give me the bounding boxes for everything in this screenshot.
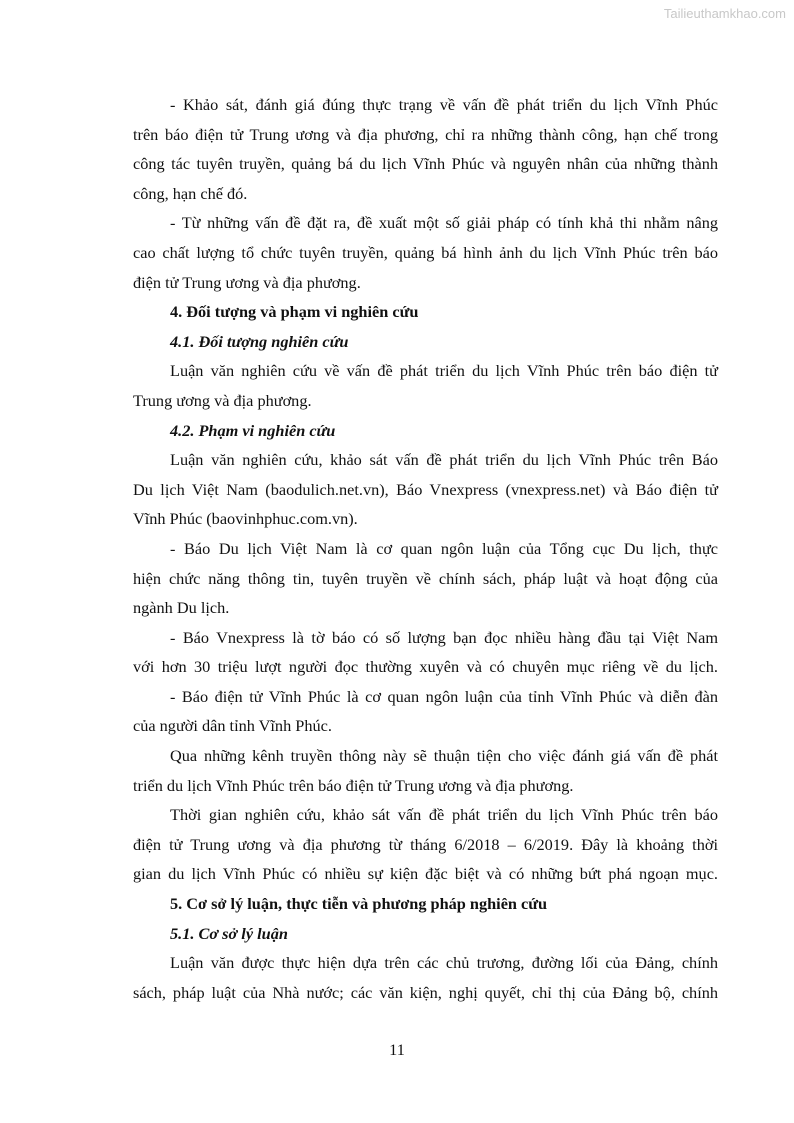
- subsection-heading-4-1: 4.1. Đối tượng nghiên cứu: [170, 331, 349, 351]
- text-line: công tác tuyên truyền, quảng bá du lịch Vĩnh Phúc và nguyên nhân của những thành: [133, 154, 718, 174]
- text-line: - Báo Vnexpress là tờ báo có số lượng bạn đọc nhiều hàng đầu tại Việt Nam: [170, 627, 718, 647]
- text-line: ngành Du lịch.: [133, 598, 230, 618]
- text-line: Luận văn nghiên cứu, khảo sát vấn đề phát triển du lịch Vĩnh Phúc trên Báo: [170, 450, 718, 470]
- text-line: điện tử Trung ương và địa phương.: [133, 272, 361, 292]
- text-line: Luận văn nghiên cứu về vấn đề phát triển du lịch Vĩnh Phúc trên báo điện tử: [170, 361, 718, 381]
- subsection-heading-5-1: 5.1. Cơ sở lý luận: [170, 923, 288, 943]
- text-line: hiện chức năng thông tin, tuyên truyền về chính sách, pháp luật và hoạt động của: [133, 568, 718, 588]
- text-line: cao chất lượng tổ chức tuyên truyền, quảng bá hình ảnh du lịch Vĩnh Phúc trên báo: [133, 242, 718, 262]
- text-line: Thời gian nghiên cứu, khảo sát vấn đề phát triển du lịch Vĩnh Phúc trên báo: [170, 805, 718, 825]
- text-line: công, hạn chế đó.: [133, 183, 248, 203]
- text-line: - Khảo sát, đánh giá đúng thực trạng về vấn đề phát triển du lịch Vĩnh Phúc: [170, 95, 718, 114]
- text-line: gian du lịch Vĩnh Phúc có nhiều sự kiện đặc biệt và có những bứt phá ngoạn mục.: [133, 864, 718, 884]
- text-line: điện tử Trung ương và địa phương từ tháng 6/2018 – 6/2019. Đây là khoảng thời: [133, 834, 718, 854]
- section-heading-5: 5. Cơ sở lý luận, thực tiễn và phương pháp nghiên cứu: [170, 894, 548, 914]
- text-line: - Báo điện tử Vĩnh Phúc là cơ quan ngôn luận của tỉnh Vĩnh Phúc và diễn đàn: [170, 686, 718, 706]
- text-line: - Từ những vấn đề đặt ra, đề xuất một số giải pháp có tính khả thi nhằm nâng: [170, 213, 718, 233]
- text-line: của người dân tỉnh Vĩnh Phúc.: [133, 716, 332, 736]
- document-body: [133, 90, 718, 1007]
- text-line: sách, pháp luật của Nhà nước; các văn kiện, nghị quyết, chỉ thị của Đảng bộ, chính: [133, 982, 718, 1002]
- text-line: Du lịch Việt Nam (baodulich.net.vn), Báo Vnexpress (vnexpress.net) và Báo điện tử: [133, 479, 718, 499]
- text-line: Luận văn được thực hiện dựa trên các chủ trương, đường lối của Đảng, chính: [170, 953, 718, 973]
- text-line: với hơn 30 triệu lượt người đọc thường xuyên và có chuyên mục riêng về du lịch.: [133, 657, 718, 677]
- subsection-heading-4-2: 4.2. Phạm vi nghiên cứu: [170, 420, 336, 440]
- text-line: trên báo điện tử Trung ương và địa phương, chỉ ra những thành công, hạn chế trong: [133, 124, 718, 144]
- watermark: Tailieuthamkhao.com: [663, 6, 786, 21]
- text-line: Qua những kênh truyền thông này sẽ thuận tiện cho việc đánh giá vấn đề phát: [170, 746, 718, 766]
- text-line: Vĩnh Phúc (baovinhphuc.com.vn).: [133, 509, 358, 529]
- text-line: triển du lịch Vĩnh Phúc trên báo điện tử Trung ương và địa phương.: [133, 775, 574, 795]
- text-line: Trung ương và địa phương.: [133, 390, 312, 410]
- page-number: 11: [389, 1040, 405, 1059]
- text-line: - Báo Du lịch Việt Nam là cơ quan ngôn luận của Tổng cục Du lịch, thực: [170, 538, 718, 558]
- section-heading-4: 4. Đối tượng và phạm vi nghiên cứu: [170, 302, 419, 322]
